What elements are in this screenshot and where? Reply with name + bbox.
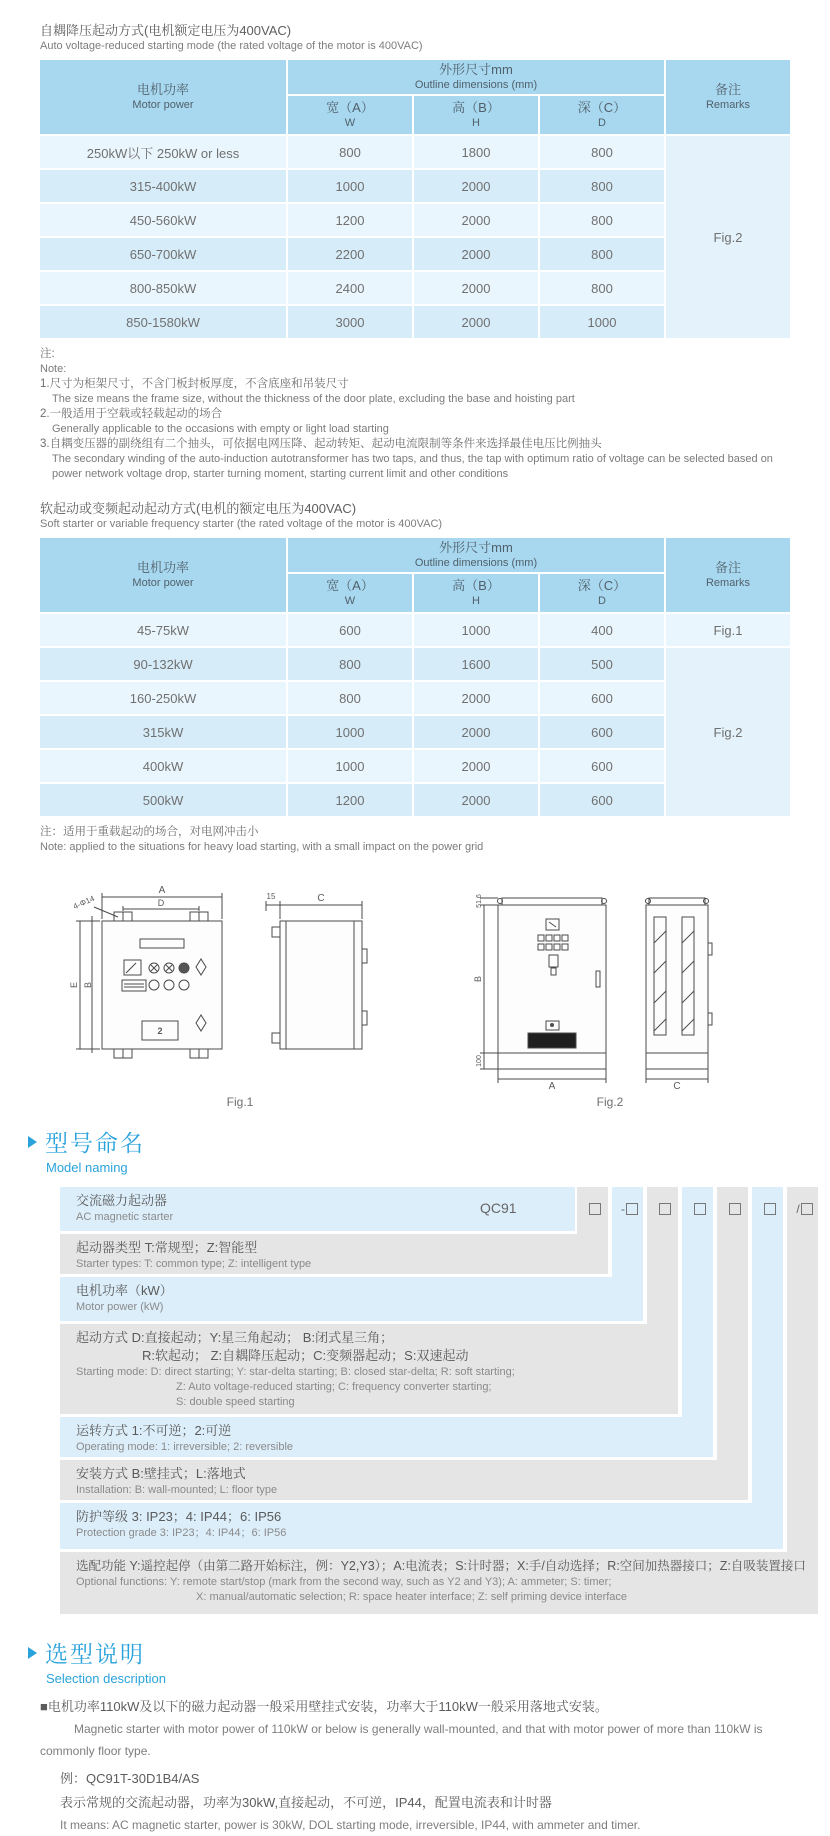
table-cell-d: 1000 (540, 306, 664, 338)
fig1-dim-e-label: E (69, 981, 79, 989)
table-row-power: 650-700kW (40, 238, 286, 270)
table-cell-w: 1000 (288, 750, 412, 782)
table2-remark-fig1: Fig.1 (666, 614, 790, 646)
fig1-panel-number: 2 (157, 1026, 163, 1036)
selection-paragraph-en: Magnetic starter with motor power of 110kW or below is generally wall-mounted, and that with motor power of more than 110kW is commonly floor type. (40, 1722, 763, 1758)
code-col-6 (752, 1187, 783, 1549)
table-cell-h: 1600 (414, 648, 538, 680)
note-item-en: Generally applicable to the occasions with empty or light load starting (52, 423, 389, 435)
naming-row-installation: 安装方式 B:壁挂式；L:落地式 Installation: B: wall-mounted; L: floor type (60, 1460, 748, 1500)
header-outline-en: Outline dimensions (mm) (414, 79, 538, 91)
model-naming-title-en: Model naming (46, 1160, 128, 1175)
table-cell-w: 1000 (288, 716, 412, 748)
selection-title-en: Selection description (46, 1671, 166, 1686)
table-cell-h: 2000 (414, 272, 538, 304)
table-cell-d: 600 (540, 682, 664, 714)
note-zh: 注：适用于重载起动的场合，对电网冲击小 (40, 826, 259, 838)
note-item-zh: 2.一般适用于空载或轻载起动的场合 (40, 408, 223, 420)
placeholder-box-icon (659, 1203, 671, 1215)
model-naming-title-zh: 型号命名 (45, 1130, 145, 1156)
fig1-dim-a-label: A (158, 885, 166, 896)
note-label-en: Note: (40, 363, 67, 375)
table-cell-h: 2000 (414, 238, 538, 270)
placeholder-box-icon (589, 1203, 601, 1215)
naming-row-optional-functions: 选配功能 Y:遥控起停（由第二路开始标注，例：Y2,Y3）；A:电流表；S:计时器；X:手/自动选择；R:空间加热器接口；Z:自吸装置接口 Optional functions: Y: remote start/stop (mark from the second way, such as Y2 and Y3); A: ammeter; S: timer; X: manual/automatic selection; R: space heater interface; Z: self priming device interface (60, 1552, 818, 1614)
col-header-height: 高（B） H (414, 574, 538, 612)
table-cell-w: 3000 (288, 306, 412, 338)
table-cell-d: 800 (540, 272, 664, 304)
col-header-height: 高（B） H (414, 96, 538, 134)
table-cell-d: 500 (540, 648, 664, 680)
header-outline-zh: 外形尺寸mm (439, 62, 513, 77)
naming-row-product: 交流磁力起动器 AC magnetic starter (60, 1187, 575, 1231)
col-header-width: 宽（A） W (288, 574, 412, 612)
table-row-power: 250kW以下 250kW or less (40, 136, 286, 168)
table-cell-w: 600 (288, 614, 412, 646)
note-item-en: The secondary winding of the auto-induction autotransformer has two taps, and thus, the tap with optimum ratio of voltage can be selected based on power network voltage drop, starter turning moment, starting current limit and other conditions (52, 453, 773, 480)
triangle-bullet-icon (28, 1647, 37, 1659)
code-col-5 (717, 1187, 748, 1500)
fig1-dim-c-label: C (317, 893, 325, 904)
wall-cabinet-drawing (60, 881, 420, 1093)
selection-paragraph-zh: ■电机功率110kW及以下的磁力起动器一般采用壁挂式安装，功率大于110kW一般采用落地式安装。 (40, 1699, 608, 1714)
table-cell-d: 800 (540, 136, 664, 168)
table-cell-w: 1200 (288, 784, 412, 816)
note-label-zh: 注: (40, 348, 55, 360)
code-box (717, 1187, 752, 1231)
code-box (577, 1187, 612, 1231)
table-cell-d: 800 (540, 204, 664, 236)
fig2-base-dim-label: 100 (476, 1055, 483, 1067)
table-cell-w: 800 (288, 136, 412, 168)
auto-voltage-table (40, 60, 790, 338)
table-cell-h: 2000 (414, 170, 538, 202)
col-header-remarks: 备注 Remarks (666, 538, 790, 612)
table-cell-d: 600 (540, 750, 664, 782)
col-header-motor-power: 电机功率 Motor power (40, 538, 286, 612)
placeholder-box-icon (801, 1203, 813, 1215)
col-header-depth: 深（C） D (540, 96, 664, 134)
model-naming-table (60, 1187, 818, 1614)
table-cell-d: 600 (540, 716, 664, 748)
col-header-remarks (666, 60, 790, 134)
selection-body (40, 1696, 790, 1836)
header-remarks-zh: 备注 (714, 82, 741, 97)
table1-notes (40, 347, 790, 482)
note-item-zh: 3.自耦变压器的副绕组有二个抽头，可依据电网压降、起动转矩、起动电流限制等条件来选择最佳电压比例抽头 (40, 438, 602, 450)
note-item-en: The size means the frame size, without the thickness of the door plate, excluding the base and hoisting part (52, 393, 575, 405)
model-prefix: QC91 (480, 1200, 517, 1216)
table2-title-zh: 软起动或变频起动起动方式(电机的额定电压为400VAC) (40, 501, 357, 516)
fig2-dim-a-label: A (548, 1081, 556, 1092)
col-header-width: 宽（A） W (288, 96, 412, 134)
header-motor-power-en: Motor power (132, 99, 194, 111)
table-row-power: 90-132kW (40, 648, 286, 680)
code-box (682, 1187, 717, 1231)
table-cell-w: 2200 (288, 238, 412, 270)
selection-title-zh: 选型说明 (45, 1641, 145, 1667)
placeholder-box-icon (729, 1203, 741, 1215)
table-cell-d: 800 (540, 238, 664, 270)
selection-example-zh: 表示常规的交流起动器，功率为30kW,直接起动，不可逆，IP44，配置电流表和计时器 (60, 1795, 552, 1810)
fig1-caption: Fig.1 (226, 1095, 254, 1109)
table2-title-en: Soft starter or variable frequency starter (the rated voltage of the motor is 400VAC) (40, 518, 443, 530)
figure-2 (450, 873, 770, 1109)
placeholder-box-icon (694, 1203, 706, 1215)
table-row-power: 500kW (40, 784, 286, 816)
table-cell-h: 2000 (414, 204, 538, 236)
fig2-caption: Fig.2 (596, 1095, 624, 1109)
table-cell-d: 800 (540, 170, 664, 202)
table-cell-h: 2000 (414, 750, 538, 782)
placeholder-box-icon (764, 1203, 776, 1215)
fig1-dim-b-label: B (83, 981, 93, 989)
table-cell-w: 800 (288, 648, 412, 680)
note-item-zh: 1.尺寸为柜架尺寸，不含门板封板厚度，不含底座和吊装尺寸 (40, 378, 349, 390)
table-row-power: 315-400kW (40, 170, 286, 202)
fig2-dim-b-label: B (473, 975, 483, 983)
floor-cabinet-drawing (450, 873, 770, 1093)
triangle-bullet-icon (28, 1136, 37, 1148)
naming-row-starting-mode: 起动方式 D:直接起动；Y:星三角起动； B:闭式星三角； R:软起动； Z:自耦降压起动；C:变频器起动；S:双速起动 Starting mode: D: direct starting; Y: star-delta starting; B: closed star-delta; R: soft starting; Z: Auto voltage-reduced starting; C: frequency converter starting; S: double speed starting (60, 1324, 678, 1414)
table-cell-h: 2000 (414, 682, 538, 714)
code-box (752, 1187, 787, 1231)
table-row-power: 450-560kW (40, 204, 286, 236)
table-cell-h: 2000 (414, 306, 538, 338)
table-cell-w: 2400 (288, 272, 412, 304)
table2-note (40, 825, 790, 855)
table-cell-w: 800 (288, 682, 412, 714)
col-header-motor-power (40, 60, 286, 134)
fig2-top-dim-label: 51.6 (476, 894, 483, 908)
header-remarks-en: Remarks (705, 99, 750, 111)
note-en: Note: applied to the situations for heavy load starting, with a small impact on the power grid (40, 841, 484, 853)
table1-title-en: Auto voltage-reduced starting mode (the rated voltage of the motor is 400VAC) (40, 40, 423, 52)
table-cell-h: 1800 (414, 136, 538, 168)
col-header-outline (288, 60, 664, 94)
header-motor-power-zh: 电机功率 (136, 82, 189, 97)
model-naming-title (28, 1125, 790, 1158)
naming-row-starter-type: 起动器类型 T:常规型；Z:智能型 Starter types: T: common type; Z: intelligent type (60, 1234, 608, 1274)
naming-row-motor-power: 电机功率（kW） Motor power (kW) (60, 1277, 643, 1321)
table-row-power: 800-850kW (40, 272, 286, 304)
table1-title-zh: 自耦降压起动方式(电机额定电压为400VAC) (40, 23, 292, 38)
col-header-outline: 外形尺寸mm Outline dimensions (mm) (288, 538, 664, 572)
table-cell-h: 1000 (414, 614, 538, 646)
table-cell-d: 400 (540, 614, 664, 646)
fig2-dim-c-label: C (673, 1081, 681, 1092)
selection-title (28, 1636, 790, 1669)
code-box: / (787, 1187, 822, 1231)
outline-drawings (40, 873, 790, 1109)
placeholder-box-icon (626, 1203, 638, 1215)
table-cell-h: 2000 (414, 716, 538, 748)
selection-example-model: 例：QC91T-30D1B4/AS (60, 1771, 200, 1786)
table-cell-w: 1000 (288, 170, 412, 202)
table-row-power: 850-1580kW (40, 306, 286, 338)
table1-remark-fig2: Fig.2 (666, 136, 790, 338)
table-row-power: 315kW (40, 716, 286, 748)
figure-1 (60, 881, 420, 1109)
fig1-dim-d-label: D (157, 898, 165, 908)
table-cell-d: 600 (540, 784, 664, 816)
table-row-power: 45-75kW (40, 614, 286, 646)
col-header-depth: 深（C） D (540, 574, 664, 612)
table2-remark-fig2: Fig.2 (666, 648, 790, 816)
fig1-offset-label: 15 (266, 892, 276, 901)
code-box (647, 1187, 682, 1231)
naming-row-operating-mode: 运转方式 1:不可逆；2:可逆 Operating mode: 1: irreversible; 2: reversible (60, 1417, 713, 1457)
selection-example-en: It means: AC magnetic starter, power is 30kW, DOL starting mode, irreversible, IP44, with ammeter and timer. (60, 1818, 641, 1832)
fig1-holes-label: 4-Φ14 (71, 893, 96, 912)
code-col-7 (787, 1187, 818, 1614)
naming-row-protection-grade: 防护等级 3: IP23；4: IP44；6: IP56 Protection grade 3: IP23；4: IP44；6: IP56 (60, 1503, 783, 1549)
table-cell-h: 2000 (414, 784, 538, 816)
table-row-power: 400kW (40, 750, 286, 782)
table-row-power: 160-250kW (40, 682, 286, 714)
code-box: - (612, 1187, 647, 1231)
table-cell-w: 1200 (288, 204, 412, 236)
soft-start-table (40, 538, 790, 816)
code-boxes (577, 1187, 822, 1231)
